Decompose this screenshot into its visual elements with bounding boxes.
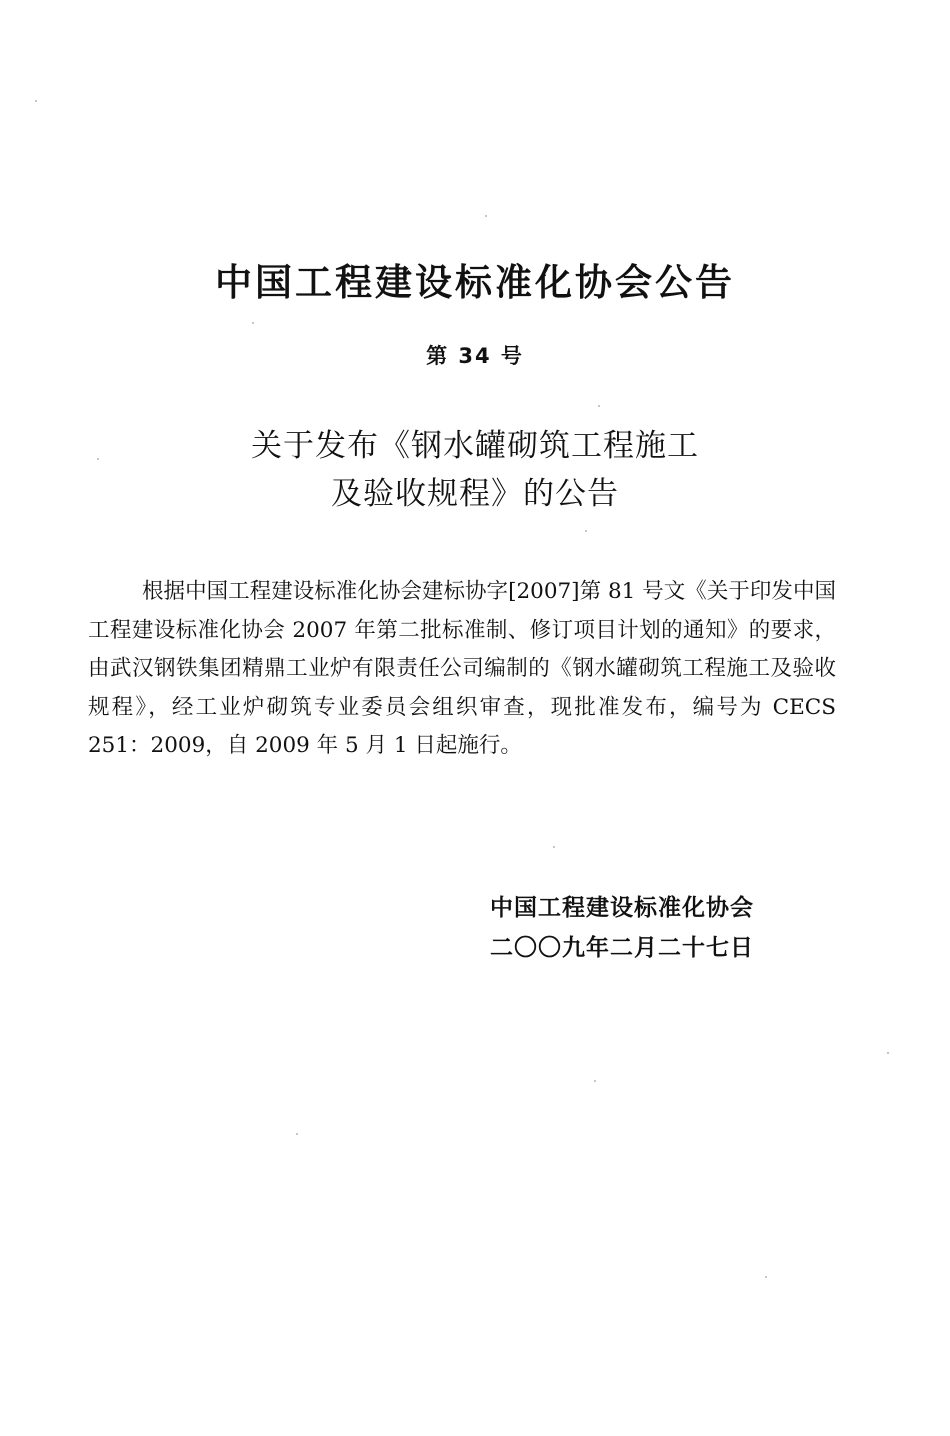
scan-speck xyxy=(296,1133,298,1135)
scan-speck xyxy=(97,458,99,460)
scan-speck xyxy=(485,215,487,217)
signature-block xyxy=(490,888,754,968)
scan-speck xyxy=(598,405,600,407)
org-title: 中国工程建设标准化协会公告 xyxy=(215,261,735,304)
scan-speck xyxy=(887,1052,889,1054)
issue-number: 第 34 号 xyxy=(426,344,524,368)
signature-organization: 中国工程建设标准化协会 xyxy=(490,895,754,921)
scan-speck xyxy=(585,530,587,532)
scan-speck xyxy=(594,1080,596,1082)
notice-title-line-1: 关于发布《钢水罐砌筑工程施工 xyxy=(251,428,699,464)
scan-speck xyxy=(252,322,254,324)
body-paragraph: 根据中国工程建设标准化协会建标协字[2007]第 81 号文《关于印发中国工程建设标准化协会 2007 年第二批标准制、修订项目计划的通知》的要求，由武汉钢铁集团精鼎工业炉有限责任公司编制的《钢水罐砌筑工程施工及验收规程》，经工业炉砌筑专业委员会组织审查，现批准发布，编号为 CECS 251：2009，自 2009 年 5 月 1 日起施行。 xyxy=(88,579,836,758)
scan-speck xyxy=(553,846,555,848)
signature-date: 二〇〇九年二月二十七日 xyxy=(490,935,754,961)
scan-speck xyxy=(765,1276,767,1278)
scan-speck xyxy=(35,100,37,102)
notice-title-line-2: 及验收规程》的公告 xyxy=(331,476,619,512)
